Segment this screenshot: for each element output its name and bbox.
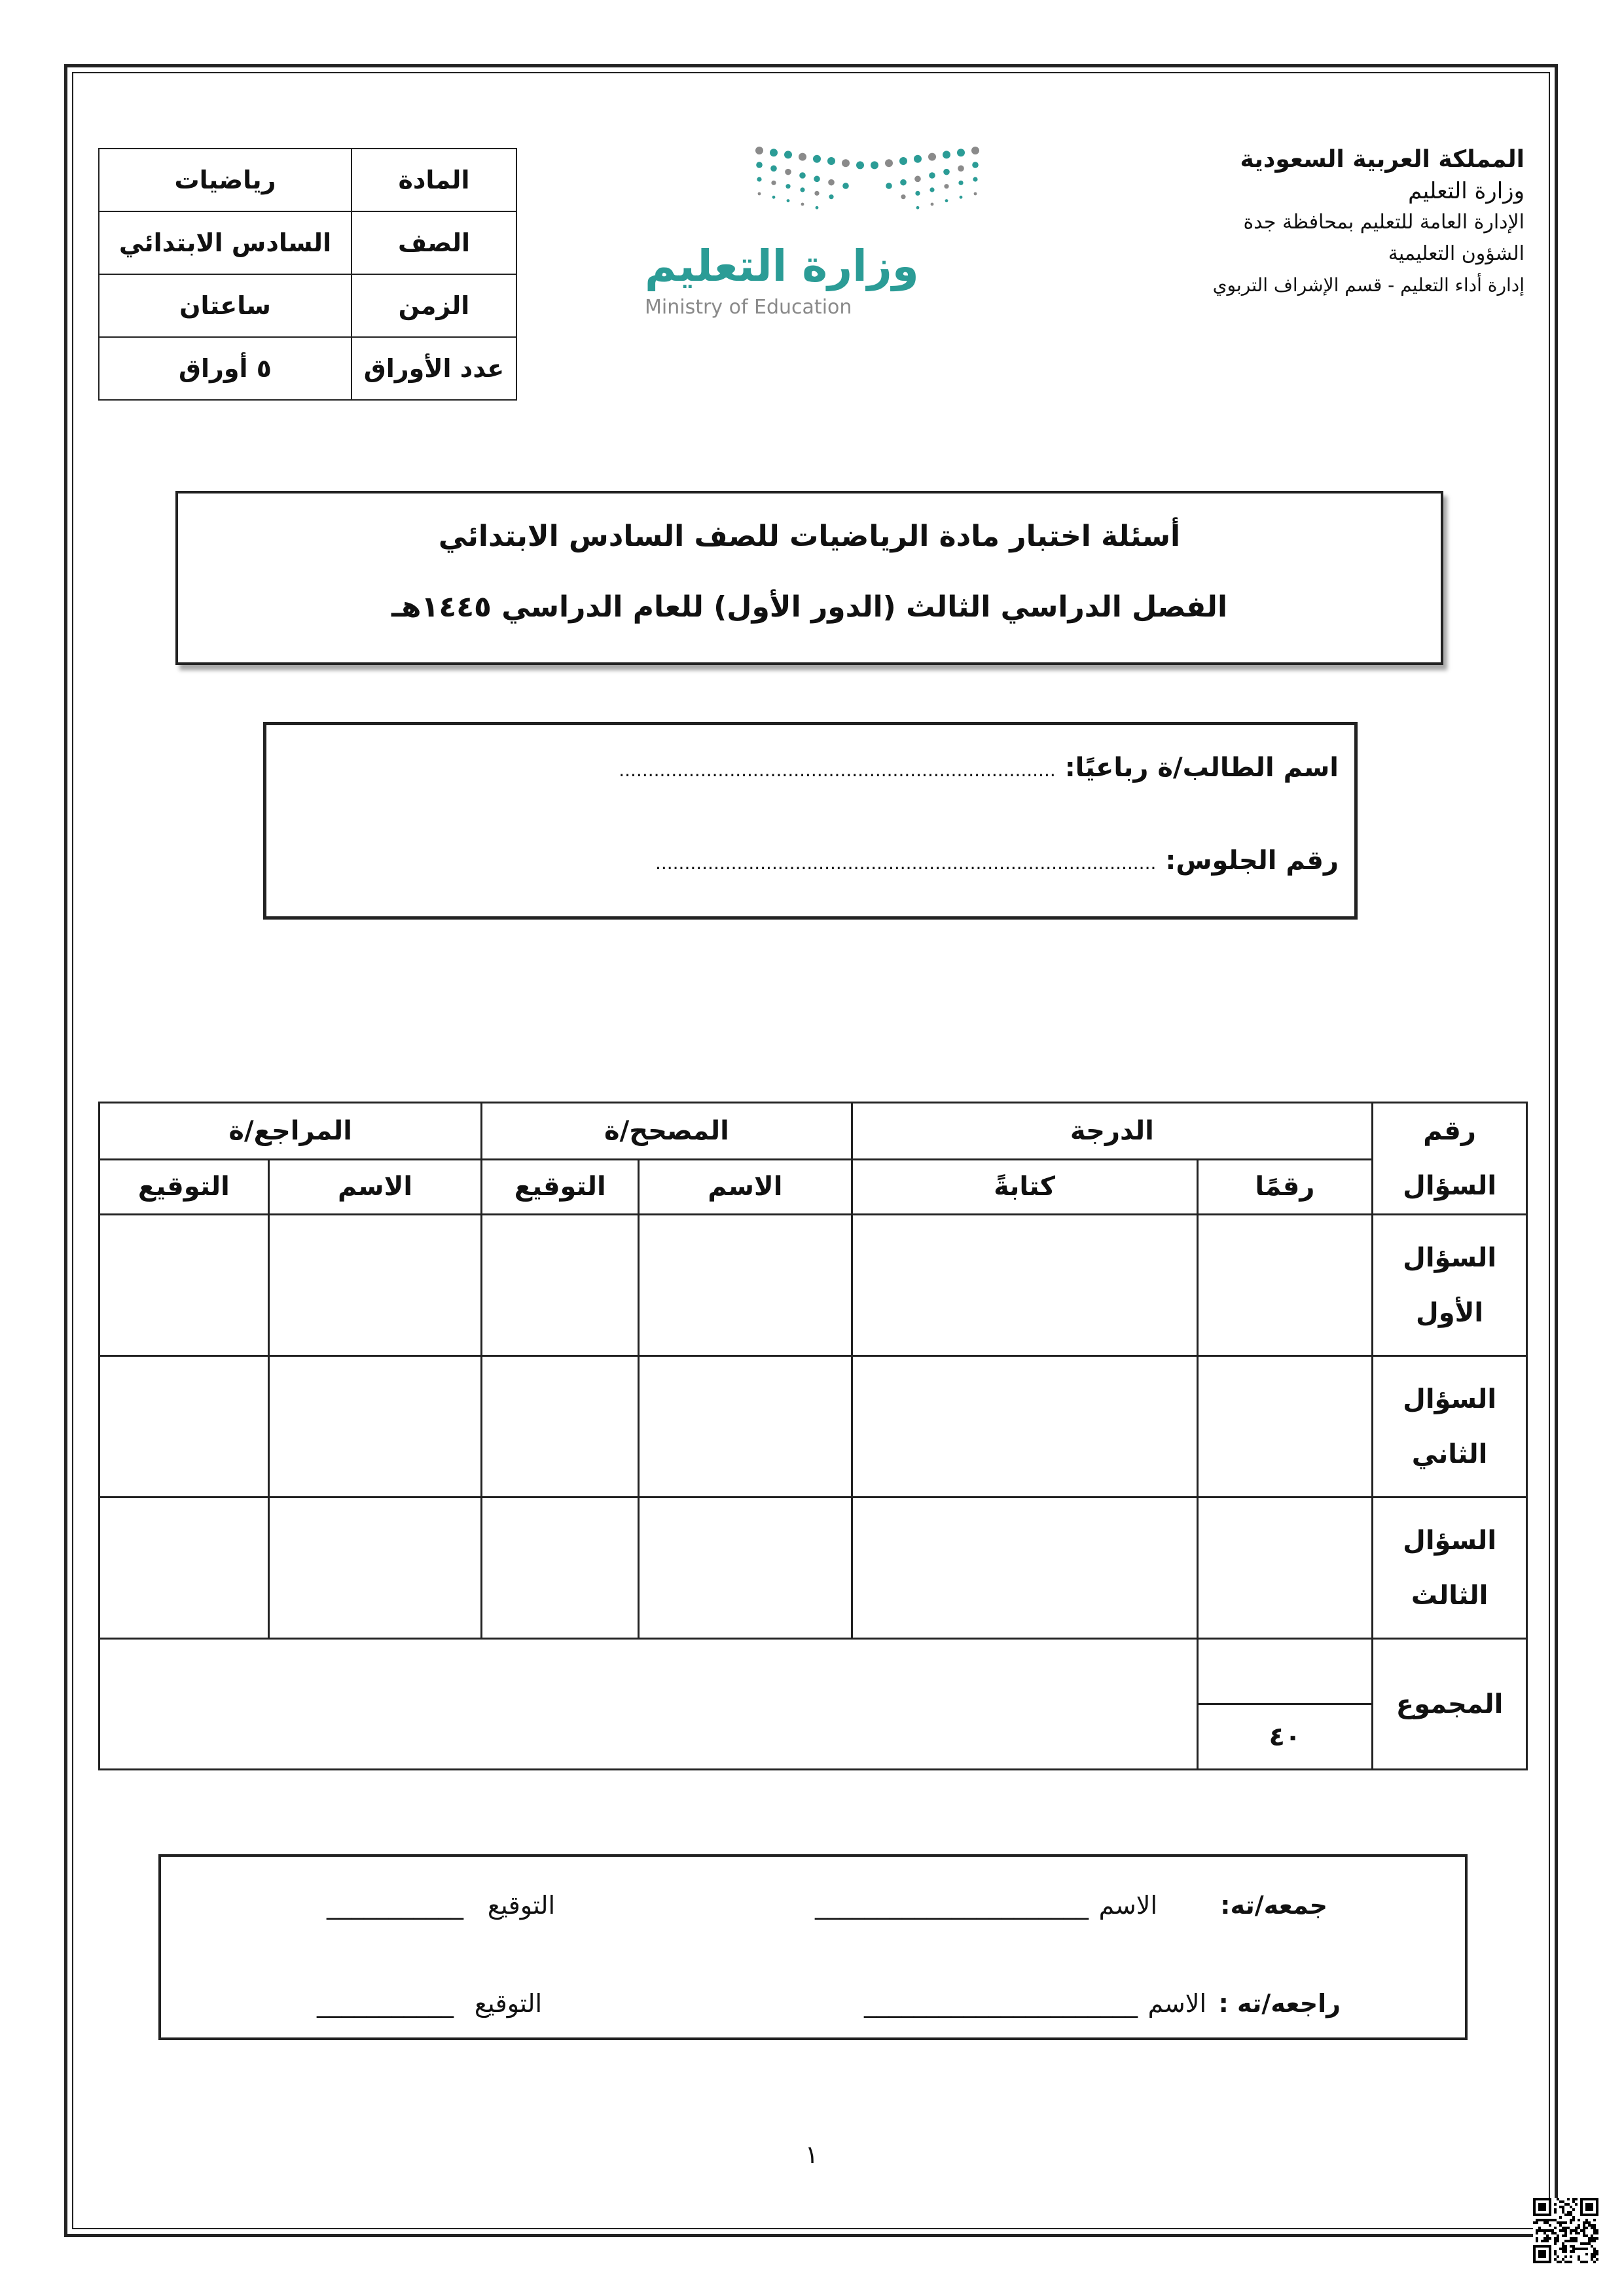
reviewer-name-cell[interactable] xyxy=(268,1215,482,1356)
logo-dot xyxy=(885,159,893,167)
logo-dot xyxy=(929,187,934,192)
reviewer-name-header: الاسم xyxy=(268,1159,482,1215)
logo-dot xyxy=(943,169,950,175)
logo-dot xyxy=(901,194,905,199)
table-row xyxy=(99,1498,1527,1639)
header-directorate: الإدارة العامة للتعليم بمحافظة جدة xyxy=(1243,211,1525,234)
logo-dot xyxy=(842,183,849,189)
corrector-signature-cell[interactable] xyxy=(482,1356,639,1498)
grade-words-cell[interactable] xyxy=(852,1498,1197,1639)
logo-dot xyxy=(814,191,819,196)
info-key: المادة xyxy=(352,149,516,211)
question-label-line1: السؤال xyxy=(1403,1525,1497,1556)
corrector-header: المصحح/ة xyxy=(482,1103,852,1160)
exam-info-table xyxy=(98,148,517,401)
info-key: عدد الأوراق xyxy=(352,337,516,400)
grade-header: الدرجة xyxy=(852,1103,1373,1160)
corrector-name-cell[interactable] xyxy=(639,1215,852,1356)
corrector-name-cell[interactable] xyxy=(639,1356,852,1498)
corrector-name-header: الاسم xyxy=(639,1159,852,1215)
logo-dot xyxy=(974,192,977,196)
logo-arabic-text: وزارة التعليم xyxy=(645,241,919,291)
logo-dot xyxy=(816,206,819,209)
logo-dot xyxy=(770,149,778,156)
logo-dot xyxy=(757,177,761,181)
collected-signature-line[interactable]: ___________ xyxy=(327,1891,463,1920)
logo-dot xyxy=(960,196,963,199)
logo-dot xyxy=(829,194,833,199)
logo-dot xyxy=(973,177,977,181)
qr-code-icon xyxy=(1533,2198,1598,2263)
grade-digits-cell[interactable] xyxy=(1197,1498,1373,1639)
logo-dot xyxy=(827,157,835,165)
logo-dot xyxy=(958,181,963,185)
question-number-header xyxy=(1373,1103,1527,1215)
logo-dot xyxy=(799,153,806,161)
question-label-line2: الأول xyxy=(1416,1297,1484,1328)
student-name-label: اسم الطالب/ة رباعيًا: xyxy=(1064,753,1339,783)
grade-digits-cell[interactable] xyxy=(1197,1215,1373,1356)
logo-dot xyxy=(944,184,948,188)
info-row xyxy=(99,274,516,337)
logo-dot xyxy=(771,181,776,185)
logo-dot xyxy=(931,203,934,206)
reviewed-name-label: الاسم xyxy=(1147,1989,1206,2018)
corrector-signature-cell[interactable] xyxy=(482,1215,639,1356)
logo-dot xyxy=(957,149,965,156)
logo-dot xyxy=(799,172,806,179)
logo-dot xyxy=(916,206,920,209)
header-department: إدارة أداء التعليم - قسم الإشراف التربوي xyxy=(1212,274,1525,296)
student-name-field[interactable] xyxy=(619,753,1339,783)
grades-header-row xyxy=(99,1103,1527,1160)
logo-dot xyxy=(914,155,922,163)
reviewer-name-cell[interactable] xyxy=(268,1356,482,1498)
logo-dot xyxy=(928,153,936,161)
question-label xyxy=(1373,1215,1527,1356)
logo-dot xyxy=(971,147,979,154)
logo-dot xyxy=(801,203,804,206)
header-kingdom: المملكة العربية السعودية xyxy=(1240,146,1525,173)
grade-words-header: كتابةً xyxy=(852,1159,1197,1215)
total-blank-cell xyxy=(99,1639,1198,1770)
collected-by-label: جمعه/ته: xyxy=(1220,1891,1327,1920)
collected-signature-label: التوقيع xyxy=(487,1891,555,1920)
reviewed-name-line[interactable]: ______________________ xyxy=(864,1989,1138,2018)
info-row xyxy=(99,211,516,274)
reviewer-signature-cell[interactable] xyxy=(99,1356,269,1498)
question-label xyxy=(1373,1498,1527,1639)
school-header xyxy=(1132,144,1525,301)
header-ministry: وزارة التعليم xyxy=(1408,178,1525,204)
question-label-line2: الثالث xyxy=(1411,1580,1489,1611)
collected-name-line[interactable]: ______________________ xyxy=(815,1891,1089,1920)
reviewed-by-label: راجعه/ته : xyxy=(1218,1989,1341,2018)
logo-dot xyxy=(755,147,763,154)
total-score-cell[interactable] xyxy=(1197,1639,1373,1704)
logo-dot xyxy=(828,179,835,186)
logo-dot xyxy=(770,166,777,172)
logo-dot xyxy=(787,199,790,202)
table-row xyxy=(99,1356,1527,1498)
logo-dot xyxy=(785,169,791,175)
info-key: الصف xyxy=(352,211,516,274)
reviewer-header: المراجع/ة xyxy=(99,1103,482,1160)
logo-dot xyxy=(899,157,907,165)
seat-number-blank[interactable]: ...................................................................................... xyxy=(655,852,1157,874)
exam-term: الفصل الدراسي الثالث (الدور الأول) للعام الدراسي ١٤٤٥هـ xyxy=(391,590,1228,624)
total-max-score: ٤٠ xyxy=(1197,1704,1373,1770)
reviewed-signature-label: التوقيع xyxy=(474,1989,542,2018)
logo-dot xyxy=(915,191,920,196)
header-affairs: الشؤون التعليمية xyxy=(1388,242,1525,265)
logo-dot xyxy=(800,187,804,192)
grade-digits-cell[interactable] xyxy=(1197,1356,1373,1498)
reviewer-signature-cell[interactable] xyxy=(99,1498,269,1639)
logo-dot xyxy=(914,176,921,183)
student-name-blank[interactable]: ........................................................................... xyxy=(619,759,1056,781)
logo-english-text: Ministry of Education xyxy=(645,296,852,319)
logo-dot xyxy=(943,151,950,158)
info-value: السادس الابتدائي xyxy=(99,211,352,274)
reviewer-signature-cell[interactable] xyxy=(99,1215,269,1356)
logo-dot xyxy=(871,161,878,169)
collected-by-row xyxy=(161,1891,1465,1930)
info-value: ساعتان xyxy=(99,274,352,337)
question-label-line2: الثاني xyxy=(1411,1439,1488,1469)
grade-words-cell[interactable] xyxy=(852,1215,1197,1356)
reviewed-by-row xyxy=(161,1989,1465,2028)
logo-dot xyxy=(972,162,979,168)
question-label-line1: السؤال xyxy=(1403,1242,1497,1273)
grade-words-cell[interactable] xyxy=(852,1356,1197,1498)
logo-dot xyxy=(814,176,820,183)
logo-dot xyxy=(900,179,907,186)
seat-number-label: رقم الجلوس: xyxy=(1165,846,1339,876)
grades-table xyxy=(98,1102,1528,1770)
logo-dot xyxy=(945,199,948,202)
info-key: الزمن xyxy=(352,274,516,337)
exam-title: أسئلة اختبار مادة الرياضيات للصف السادس الابتدائي xyxy=(438,520,1181,553)
logo-dot xyxy=(886,183,892,189)
logo-dot xyxy=(756,162,763,168)
grade-digits-header: رقمًا xyxy=(1197,1159,1373,1215)
total-row xyxy=(99,1639,1527,1704)
signoff-box xyxy=(158,1854,1468,2040)
reviewer-name-cell[interactable] xyxy=(268,1498,482,1639)
question-label xyxy=(1373,1356,1527,1498)
info-row xyxy=(99,337,516,400)
question-number-header-line2: السؤال xyxy=(1403,1171,1497,1201)
total-label: المجموع xyxy=(1373,1639,1527,1770)
logo-dot xyxy=(772,196,776,199)
collected-name-label: الاسم xyxy=(1098,1891,1157,1920)
seat-number-field[interactable] xyxy=(655,846,1339,876)
table-row xyxy=(99,1215,1527,1356)
corrector-signature-cell[interactable] xyxy=(482,1498,639,1639)
logo-dot xyxy=(929,172,935,179)
logo-dot xyxy=(958,166,964,172)
logo-dot xyxy=(784,151,792,158)
logo-dot xyxy=(842,159,850,167)
reviewed-signature-line[interactable]: ___________ xyxy=(317,1989,454,2018)
info-value: رياضيات xyxy=(99,149,352,211)
page-number: ١ xyxy=(804,2140,819,2169)
reviewer-signature-header: التوقيع xyxy=(99,1159,269,1215)
grades-subheader-row xyxy=(99,1159,1527,1215)
logo-dot xyxy=(813,155,821,163)
question-number-header-line1: رقم xyxy=(1423,1116,1476,1146)
corrector-name-cell[interactable] xyxy=(639,1498,852,1639)
corrector-signature-header: التوقيع xyxy=(482,1159,639,1215)
info-value: ٥ أوراق xyxy=(99,337,352,400)
info-row xyxy=(99,149,516,211)
logo-dot xyxy=(785,184,790,188)
question-label-line1: السؤال xyxy=(1403,1384,1497,1414)
student-info-box xyxy=(263,722,1358,920)
exam-title-box xyxy=(175,491,1443,665)
logo-dot xyxy=(758,192,761,196)
logo-dot xyxy=(856,161,864,169)
